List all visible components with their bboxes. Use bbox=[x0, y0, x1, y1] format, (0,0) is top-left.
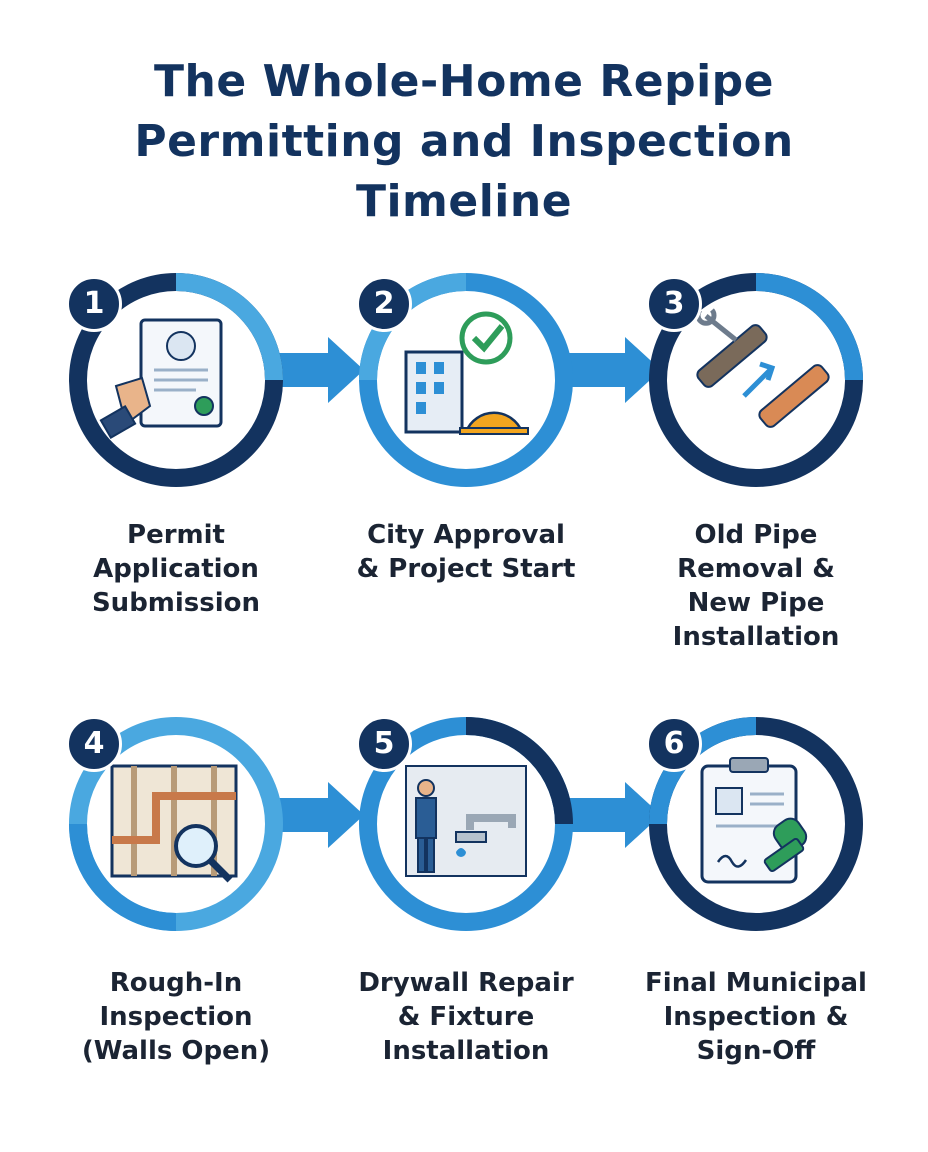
step-3-label: Old Pipe Removal & New Pipe Installation bbox=[672, 520, 840, 652]
drywall-fixture-icon bbox=[406, 766, 526, 876]
step-number-badge: 1 bbox=[66, 276, 122, 332]
step-1 bbox=[46, 256, 306, 516]
step-2 bbox=[336, 256, 596, 516]
step-number-badge: 6 bbox=[646, 716, 702, 772]
final-signoff-icon bbox=[702, 758, 810, 882]
step-number-badge: 4 bbox=[66, 716, 122, 772]
step-3 bbox=[626, 256, 886, 516]
title-line-3: Timeline bbox=[355, 176, 573, 227]
step-number-badge: 2 bbox=[356, 276, 412, 332]
title-line-1: The Whole-Home Repipe bbox=[154, 56, 774, 107]
step-number-badge: 3 bbox=[646, 276, 702, 332]
step-6-label: Final Municipal Inspection & Sign-Off bbox=[645, 968, 867, 1066]
title-line-2: Permitting and Inspection bbox=[134, 116, 794, 167]
step-2-label: City Approval & Project Start bbox=[356, 520, 576, 584]
page-title bbox=[0, 52, 928, 232]
step-number-badge: 5 bbox=[356, 716, 412, 772]
step-4-label: Rough-In Inspection (Walls Open) bbox=[81, 968, 271, 1066]
step-5 bbox=[336, 700, 596, 960]
step-1-label: Permit Application Submission bbox=[91, 520, 261, 618]
step-4 bbox=[46, 700, 306, 960]
step-5-label: Drywall Repair & Fixture Installation bbox=[358, 968, 574, 1066]
rough-in-inspection-icon bbox=[112, 766, 236, 880]
step-6 bbox=[626, 700, 886, 960]
